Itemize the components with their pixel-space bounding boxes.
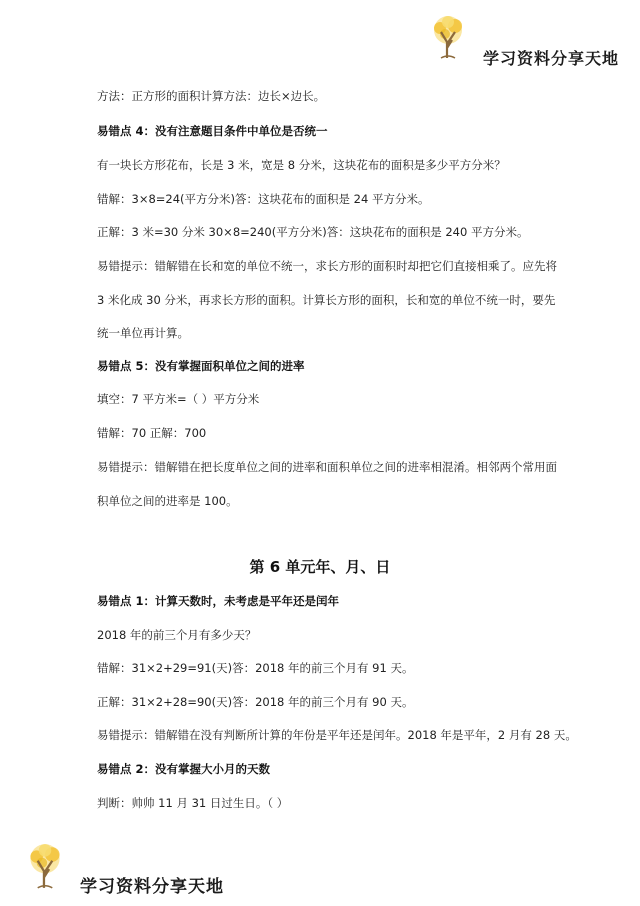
- wrong-answer-line: 错解：3×8=24(平方分米)答：这块花布的面积是 24 平方分米。: [97, 192, 430, 206]
- correct-answer-line: 正解：31×2+28=90(天)答：2018 年的前三个月有 90 天。: [97, 695, 414, 709]
- brand-name-bottom: 学习资料分享天地: [80, 877, 224, 897]
- judgement-line: 判断：帅帅 11 月 31 日过生日。（ ）: [97, 796, 289, 810]
- tip-line: 统一单位再计算。: [97, 326, 189, 340]
- tip-line: 易错提示：错解错在长和宽的单位不统一，求长方形的面积时却把它们直接相乘了。应先将: [97, 259, 557, 273]
- brand-name-top: 学习资料分享天地: [483, 49, 620, 68]
- tip-line: 3 米化成 30 分米，再求长方形的面积。计算长方形的面积，长和宽的单位不统一时，要先: [97, 293, 556, 307]
- chapter-title: 第 6 单元年、月、日: [249, 558, 391, 576]
- correct-answer-line: 正解：3 米=30 分米 30×8=240(平方分米)答：这块花布的面积是 240 平方分米。: [97, 225, 529, 239]
- tip-line: 易错提示：错解错在把长度单位之间的进率和面积单位之间的进率相混淆。相邻两个常用面: [97, 460, 557, 474]
- tip-line: 积单位之间的进率是 100。: [97, 494, 238, 508]
- error-point-5-heading: 易错点 5：没有掌握面积单位之间的进率: [97, 359, 305, 373]
- question-line: 有一块长方形花布，长是 3 米，宽是 8 分米，这块花布的面积是多少平方分米？: [97, 158, 506, 172]
- wrong-answer-line: 错解：31×2+29=91(天)答：2018 年的前三个月有 91 天。: [97, 661, 414, 675]
- question-line: 2018 年的前三个月有多少天？: [97, 628, 257, 642]
- answer-line: 错解：70 正解：700: [97, 426, 207, 440]
- tree-logo-icon: [24, 842, 66, 892]
- tip-line: 易错提示：错解错在没有判断所计算的年份是平年还是闰年。2018 年是平年，2 月有 28 天。: [97, 728, 577, 742]
- error-point-1-heading: 易错点 1：计算天数时，未考虑是平年还是闰年: [97, 594, 340, 608]
- error-point-4-heading: 易错点 4：没有注意题目条件中单位是否统一: [97, 124, 328, 138]
- method-line: 方法：正方形的面积计算方法：边长×边长。: [97, 89, 326, 103]
- tree-logo-icon: [428, 14, 468, 62]
- fill-blank-line: 填空：7 平方米=（ ）平方分米: [97, 392, 260, 406]
- error-point-2-heading: 易错点 2：没有掌握大小月的天数: [97, 762, 271, 776]
